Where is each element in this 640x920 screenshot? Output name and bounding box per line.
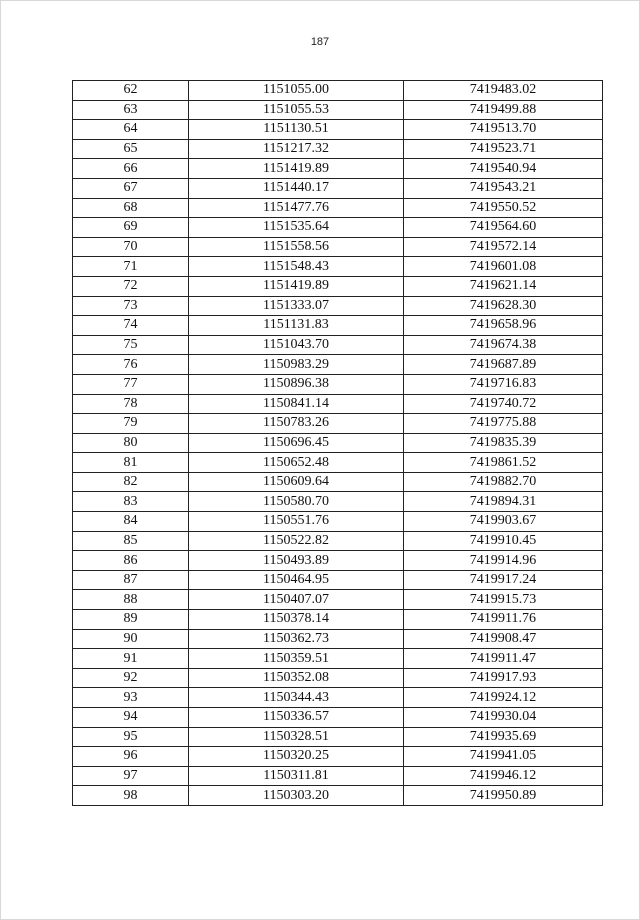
- y-coordinate-cell: 7419674.38: [404, 335, 603, 355]
- x-coordinate-cell: 1150362.73: [189, 629, 404, 649]
- point-number-cell: 78: [73, 394, 189, 414]
- y-coordinate-cell: 7419911.47: [404, 649, 603, 669]
- point-number-cell: 72: [73, 276, 189, 296]
- table-row: [73, 276, 603, 296]
- point-number-cell: 87: [73, 570, 189, 590]
- x-coordinate-cell: 1150359.51: [189, 649, 404, 669]
- point-number-cell: 68: [73, 198, 189, 218]
- y-coordinate-cell: 7419499.88: [404, 100, 603, 120]
- point-number-cell: 71: [73, 257, 189, 277]
- y-coordinate-cell: 7419628.30: [404, 296, 603, 316]
- table-row: [73, 629, 603, 649]
- x-coordinate-cell: 1151055.00: [189, 81, 404, 101]
- page-number: 187: [310, 36, 330, 48]
- y-coordinate-cell: 7419894.31: [404, 492, 603, 512]
- x-coordinate-cell: 1151333.07: [189, 296, 404, 316]
- table-row: [73, 472, 603, 492]
- point-number-cell: 94: [73, 708, 189, 728]
- x-coordinate-cell: 1150609.64: [189, 472, 404, 492]
- y-coordinate-cell: 7419924.12: [404, 688, 603, 708]
- point-number-cell: 79: [73, 414, 189, 434]
- y-coordinate-cell: 7419775.88: [404, 414, 603, 434]
- coordinates-table-body: [73, 81, 603, 806]
- table-row: [73, 394, 603, 414]
- point-number-cell: 81: [73, 453, 189, 473]
- point-number-cell: 86: [73, 551, 189, 571]
- y-coordinate-cell: 7419550.52: [404, 198, 603, 218]
- x-coordinate-cell: 1150983.29: [189, 355, 404, 375]
- point-number-cell: 69: [73, 218, 189, 238]
- coordinates-table: [72, 80, 603, 806]
- y-coordinate-cell: 7419740.72: [404, 394, 603, 414]
- point-number-cell: 76: [73, 355, 189, 375]
- x-coordinate-cell: 1150344.43: [189, 688, 404, 708]
- point-number-cell: 65: [73, 139, 189, 159]
- table-row: [73, 708, 603, 728]
- point-number-cell: 88: [73, 590, 189, 610]
- table-row: [73, 766, 603, 786]
- y-coordinate-cell: 7419917.93: [404, 668, 603, 688]
- table-row: [73, 747, 603, 767]
- y-coordinate-cell: 7419941.05: [404, 747, 603, 767]
- table-row: [73, 570, 603, 590]
- point-number-cell: 97: [73, 766, 189, 786]
- table-row: [73, 374, 603, 394]
- point-number-cell: 66: [73, 159, 189, 179]
- y-coordinate-cell: 7419946.12: [404, 766, 603, 786]
- point-number-cell: 64: [73, 120, 189, 140]
- point-number-cell: 84: [73, 512, 189, 532]
- table-row: [73, 316, 603, 336]
- table-row: [73, 610, 603, 630]
- table-row: [73, 81, 603, 101]
- point-number-cell: 93: [73, 688, 189, 708]
- x-coordinate-cell: 1150580.70: [189, 492, 404, 512]
- point-number-cell: 73: [73, 296, 189, 316]
- table-row: [73, 786, 603, 806]
- point-number-cell: 77: [73, 374, 189, 394]
- table-row: [73, 257, 603, 277]
- x-coordinate-cell: 1151477.76: [189, 198, 404, 218]
- x-coordinate-cell: 1150896.38: [189, 374, 404, 394]
- y-coordinate-cell: 7419935.69: [404, 727, 603, 747]
- point-number-cell: 91: [73, 649, 189, 669]
- y-coordinate-cell: 7419903.67: [404, 512, 603, 532]
- x-coordinate-cell: 1150328.51: [189, 727, 404, 747]
- x-coordinate-cell: 1150352.08: [189, 668, 404, 688]
- point-number-cell: 67: [73, 178, 189, 198]
- x-coordinate-cell: 1150841.14: [189, 394, 404, 414]
- y-coordinate-cell: 7419911.76: [404, 610, 603, 630]
- x-coordinate-cell: 1150522.82: [189, 531, 404, 551]
- table-row: [73, 531, 603, 551]
- table-row: [73, 218, 603, 238]
- y-coordinate-cell: 7419483.02: [404, 81, 603, 101]
- y-coordinate-cell: 7419564.60: [404, 218, 603, 238]
- y-coordinate-cell: 7419543.21: [404, 178, 603, 198]
- table-row: [73, 178, 603, 198]
- y-coordinate-cell: 7419908.47: [404, 629, 603, 649]
- x-coordinate-cell: 1151535.64: [189, 218, 404, 238]
- point-number-cell: 90: [73, 629, 189, 649]
- x-coordinate-cell: 1151558.56: [189, 237, 404, 257]
- y-coordinate-cell: 7419950.89: [404, 786, 603, 806]
- table-row: [73, 100, 603, 120]
- x-coordinate-cell: 1151548.43: [189, 257, 404, 277]
- point-number-cell: 63: [73, 100, 189, 120]
- x-coordinate-cell: 1150696.45: [189, 433, 404, 453]
- x-coordinate-cell: 1151440.17: [189, 178, 404, 198]
- y-coordinate-cell: 7419914.96: [404, 551, 603, 571]
- table-row: [73, 414, 603, 434]
- table-row: [73, 453, 603, 473]
- y-coordinate-cell: 7419915.73: [404, 590, 603, 610]
- y-coordinate-cell: 7419910.45: [404, 531, 603, 551]
- table-row: [73, 688, 603, 708]
- y-coordinate-cell: 7419861.52: [404, 453, 603, 473]
- point-number-cell: 92: [73, 668, 189, 688]
- point-number-cell: 82: [73, 472, 189, 492]
- x-coordinate-cell: 1151419.89: [189, 276, 404, 296]
- x-coordinate-cell: 1150311.81: [189, 766, 404, 786]
- point-number-cell: 89: [73, 610, 189, 630]
- y-coordinate-cell: 7419917.24: [404, 570, 603, 590]
- point-number-cell: 85: [73, 531, 189, 551]
- table-row: [73, 237, 603, 257]
- table-row: [73, 512, 603, 532]
- x-coordinate-cell: 1150493.89: [189, 551, 404, 571]
- x-coordinate-cell: 1151055.53: [189, 100, 404, 120]
- x-coordinate-cell: 1150336.57: [189, 708, 404, 728]
- y-coordinate-cell: 7419882.70: [404, 472, 603, 492]
- table-row: [73, 139, 603, 159]
- table-row: [73, 433, 603, 453]
- x-coordinate-cell: 1150407.07: [189, 590, 404, 610]
- x-coordinate-cell: 1151043.70: [189, 335, 404, 355]
- table-row: [73, 120, 603, 140]
- point-number-cell: 74: [73, 316, 189, 336]
- table-row: [73, 335, 603, 355]
- table-row: [73, 492, 603, 512]
- table-row: [73, 649, 603, 669]
- y-coordinate-cell: 7419540.94: [404, 159, 603, 179]
- point-number-cell: 70: [73, 237, 189, 257]
- x-coordinate-cell: 1150303.20: [189, 786, 404, 806]
- y-coordinate-cell: 7419523.71: [404, 139, 603, 159]
- y-coordinate-cell: 7419572.14: [404, 237, 603, 257]
- point-number-cell: 80: [73, 433, 189, 453]
- y-coordinate-cell: 7419716.83: [404, 374, 603, 394]
- x-coordinate-cell: 1150320.25: [189, 747, 404, 767]
- table-row: [73, 668, 603, 688]
- point-number-cell: 75: [73, 335, 189, 355]
- table-row: [73, 355, 603, 375]
- y-coordinate-cell: 7419658.96: [404, 316, 603, 336]
- point-number-cell: 98: [73, 786, 189, 806]
- x-coordinate-cell: 1150551.76: [189, 512, 404, 532]
- point-number-cell: 62: [73, 81, 189, 101]
- x-coordinate-cell: 1151130.51: [189, 120, 404, 140]
- table-row: [73, 727, 603, 747]
- table-row: [73, 159, 603, 179]
- x-coordinate-cell: 1150378.14: [189, 610, 404, 630]
- y-coordinate-cell: 7419687.89: [404, 355, 603, 375]
- x-coordinate-cell: 1150464.95: [189, 570, 404, 590]
- x-coordinate-cell: 1151419.89: [189, 159, 404, 179]
- x-coordinate-cell: 1150652.48: [189, 453, 404, 473]
- point-number-cell: 95: [73, 727, 189, 747]
- x-coordinate-cell: 1151131.83: [189, 316, 404, 336]
- x-coordinate-cell: 1151217.32: [189, 139, 404, 159]
- table-row: [73, 551, 603, 571]
- table-row: [73, 296, 603, 316]
- y-coordinate-cell: 7419621.14: [404, 276, 603, 296]
- y-coordinate-cell: 7419513.70: [404, 120, 603, 140]
- y-coordinate-cell: 7419930.04: [404, 708, 603, 728]
- point-number-cell: 83: [73, 492, 189, 512]
- y-coordinate-cell: 7419601.08: [404, 257, 603, 277]
- y-coordinate-cell: 7419835.39: [404, 433, 603, 453]
- table-row: [73, 590, 603, 610]
- point-number-cell: 96: [73, 747, 189, 767]
- table-row: [73, 198, 603, 218]
- x-coordinate-cell: 1150783.26: [189, 414, 404, 434]
